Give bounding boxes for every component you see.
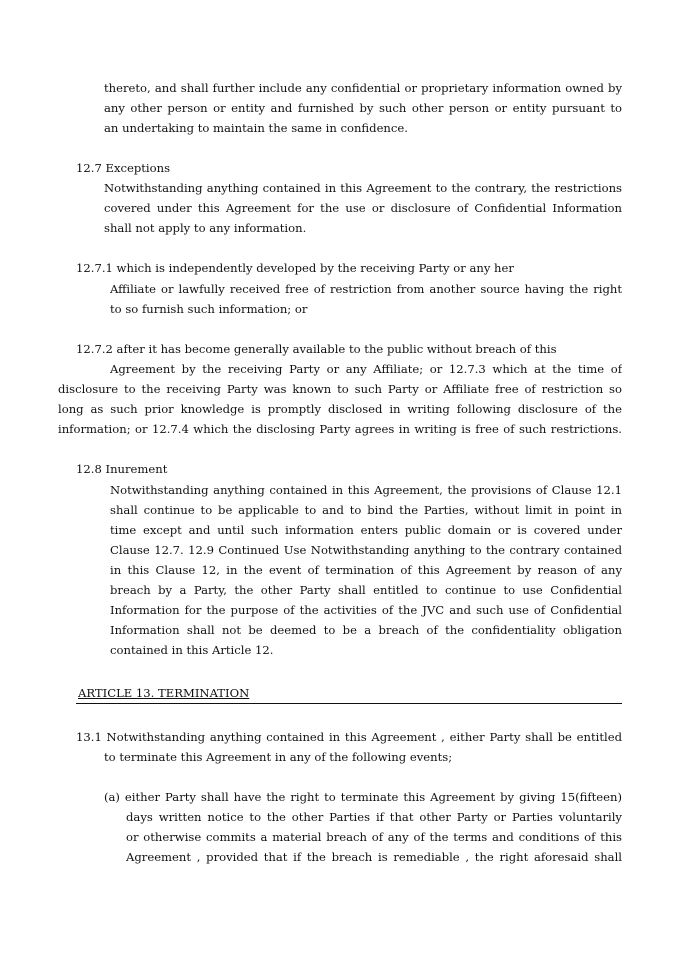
text-line: Information for the purpose of the activities of the JVC and such use of Confidential — [110, 603, 622, 617]
text-line: breach by a Party, the other Party shall entitled to continue to use Confidential — [110, 583, 622, 597]
text-line: Agreement , provided that if the breach is remediable , the right aforesaid shall — [126, 850, 622, 864]
text-line: covered under this Agreement for the use or disclosure of Confidential Information — [104, 201, 622, 215]
text-line: disclosure to the receiving Party was known to such Party or Affiliate free of restriction so — [58, 382, 622, 396]
text-line: an undertaking to maintain the same in confidence. — [104, 121, 408, 135]
text-line: or otherwise commits a material breach of any of the terms and conditions of this — [126, 830, 622, 844]
text-line: Agreement by the receiving Party or any Affiliate; or 12.7.3 which at the time of — [110, 362, 622, 376]
text-line: Clause 12.7. 12.9 Continued Use Notwithstanding anything to the contrary contained — [110, 543, 622, 557]
text-line: in this Clause 12, in the event of termination of this Agreement by reason of any — [110, 563, 622, 577]
text-line: Affiliate or lawfully received free of restriction from another source having the right — [110, 282, 622, 296]
clause-13-1-a: (a) either Party shall have the right to terminate this Agreement by giving 15(fifteen) — [104, 790, 622, 804]
section-heading-12-8: 12.8 Inurement — [76, 462, 168, 476]
section-heading-12-7: 12.7 Exceptions — [76, 161, 171, 175]
heading-divider — [76, 703, 622, 704]
clause-12-7-1: 12.7.1 which is independently developed by the receiving Party or any her — [76, 261, 514, 275]
clause-13-1: 13.1 Notwithstanding anything contained in this Agreement , either Party shall be entitled — [76, 730, 622, 744]
text-line: time except and until such information enters public domain or is covered under — [110, 523, 622, 537]
text-line: to so furnish such information; or — [110, 302, 308, 316]
text-line: Information shall not be deemed to be a breach of the confidentiality obligation — [110, 623, 622, 637]
text-line: to terminate this Agreement in any of the following events; — [104, 750, 453, 764]
text-line: shall not apply to any information. — [104, 221, 307, 235]
text-line: shall continue to be applicable to and to bind the Parties, without limit in point in — [110, 503, 622, 517]
text-line: long as such prior knowledge is promptly disclosed in writing following disclosure of the — [58, 402, 622, 416]
text-line: contained in this Article 12. — [110, 643, 274, 657]
text-line: information; or 12.7.4 which the disclosing Party agrees in writing is free of such restrictions. — [58, 422, 622, 436]
text-line: thereto, and shall further include any confidential or proprietary information owned by — [104, 81, 622, 95]
text-line: Notwithstanding anything contained in this Agreement to the contrary, the restrictions — [104, 181, 622, 195]
article-13-heading: ARTICLE 13. TERMINATION — [78, 686, 250, 700]
clause-12-7-2: 12.7.2 after it has become generally available to the public without breach of this — [76, 342, 557, 356]
text-line: any other person or entity and furnished by such other person or entity pursuant to — [104, 101, 622, 115]
text-line: Notwithstanding anything contained in this Agreement, the provisions of Clause 12.1 — [110, 483, 622, 497]
text-line: days written notice to the other Parties if that other Party or Parties voluntarily — [126, 810, 622, 824]
